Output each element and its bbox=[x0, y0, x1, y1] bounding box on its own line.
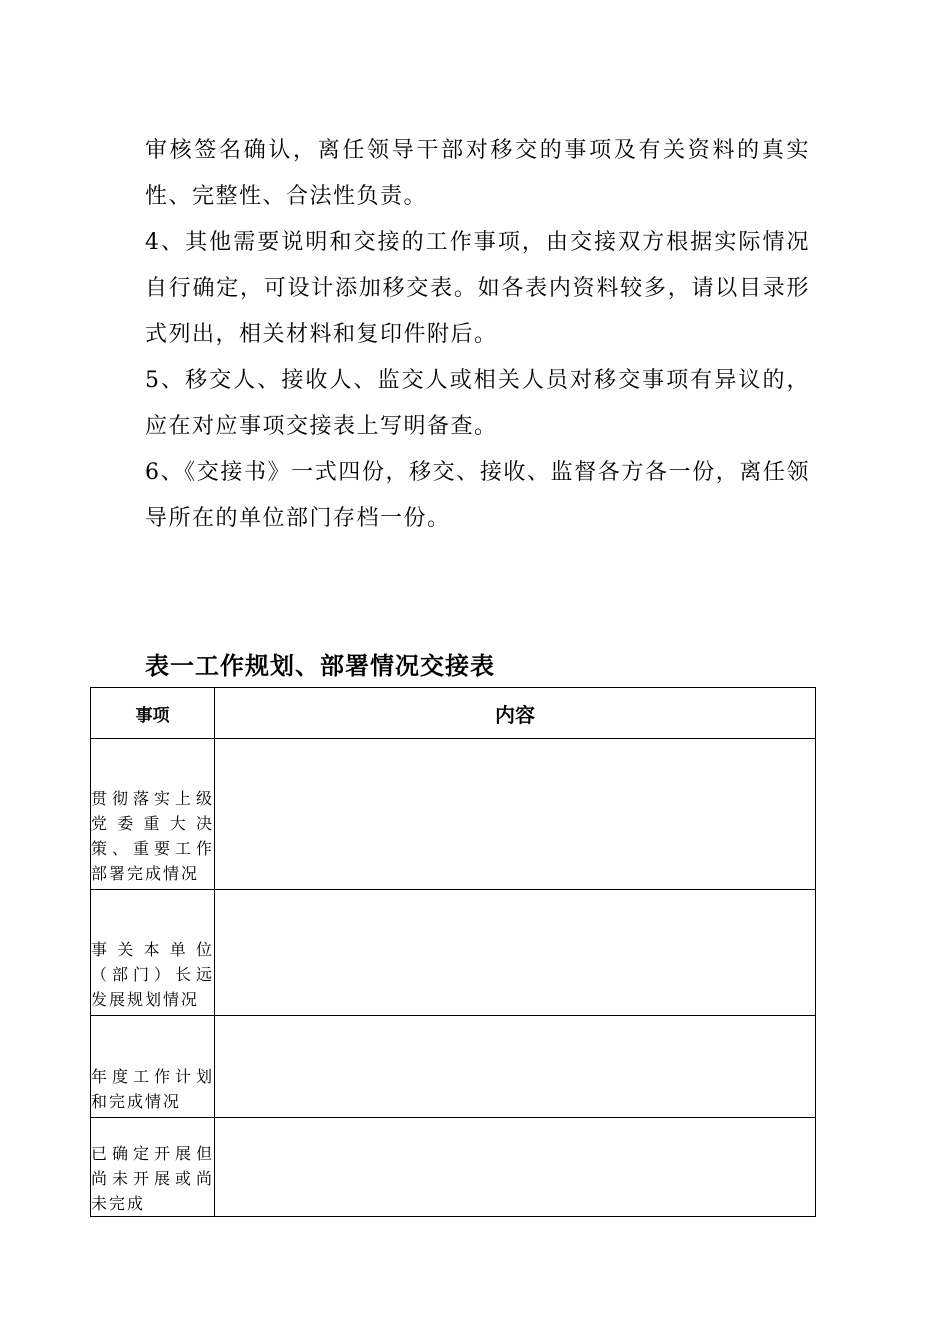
item-cell bbox=[91, 1016, 215, 1118]
paragraph-item-4: 4、其他需要说明和交接的工作事项，由交接双方根据实际情况自行确定，可设计添加移交表。如各表内资料较多，请以目录形式列出，相关材料和复印件附后。 bbox=[145, 230, 810, 347]
content-cell[interactable] bbox=[215, 890, 816, 1016]
content-cell[interactable] bbox=[215, 739, 816, 890]
table-title: 表一工作规划、部署情况交接表 bbox=[145, 652, 495, 680]
item-label: 事关本单位（部门）长远发展规划情况 bbox=[91, 940, 214, 1009]
content-cell[interactable] bbox=[215, 1016, 816, 1118]
item-cell bbox=[91, 739, 215, 890]
paragraph-item-5: 5、移交人、接收人、监交人或相关人员对移交事项有异议的，应在对应事项交接表上写明备查。 bbox=[145, 368, 810, 439]
body-text bbox=[145, 128, 810, 542]
paragraph-signature-responsibility: 审核签名确认，离任领导干部对移交的事项及有关资料的真实性、完整性、合法性负责。 bbox=[145, 138, 810, 209]
item-cell bbox=[91, 890, 215, 1016]
content-cell[interactable] bbox=[215, 1118, 816, 1217]
item-label: 贯彻落实上级党委重大决策、重要工作部署完成情况 bbox=[91, 789, 214, 883]
handover-table bbox=[90, 687, 816, 1217]
table-header-row bbox=[91, 688, 816, 739]
table-row bbox=[91, 1016, 816, 1118]
paragraph-item-6: 6、《交接书》一式四份，移交、接收、监督各方各一份，离任领导所在的单位部门存档一份。 bbox=[145, 460, 810, 531]
header-content: 内容 bbox=[215, 688, 816, 739]
header-item: 事项 bbox=[91, 688, 215, 739]
item-label: 已确定开展但尚未开展或尚未完成 bbox=[91, 1144, 214, 1213]
table-row bbox=[91, 1118, 816, 1217]
item-label: 年度工作计划和完成情况 bbox=[91, 1067, 214, 1111]
item-cell bbox=[91, 1118, 215, 1217]
table-row bbox=[91, 890, 816, 1016]
table-row bbox=[91, 739, 816, 890]
